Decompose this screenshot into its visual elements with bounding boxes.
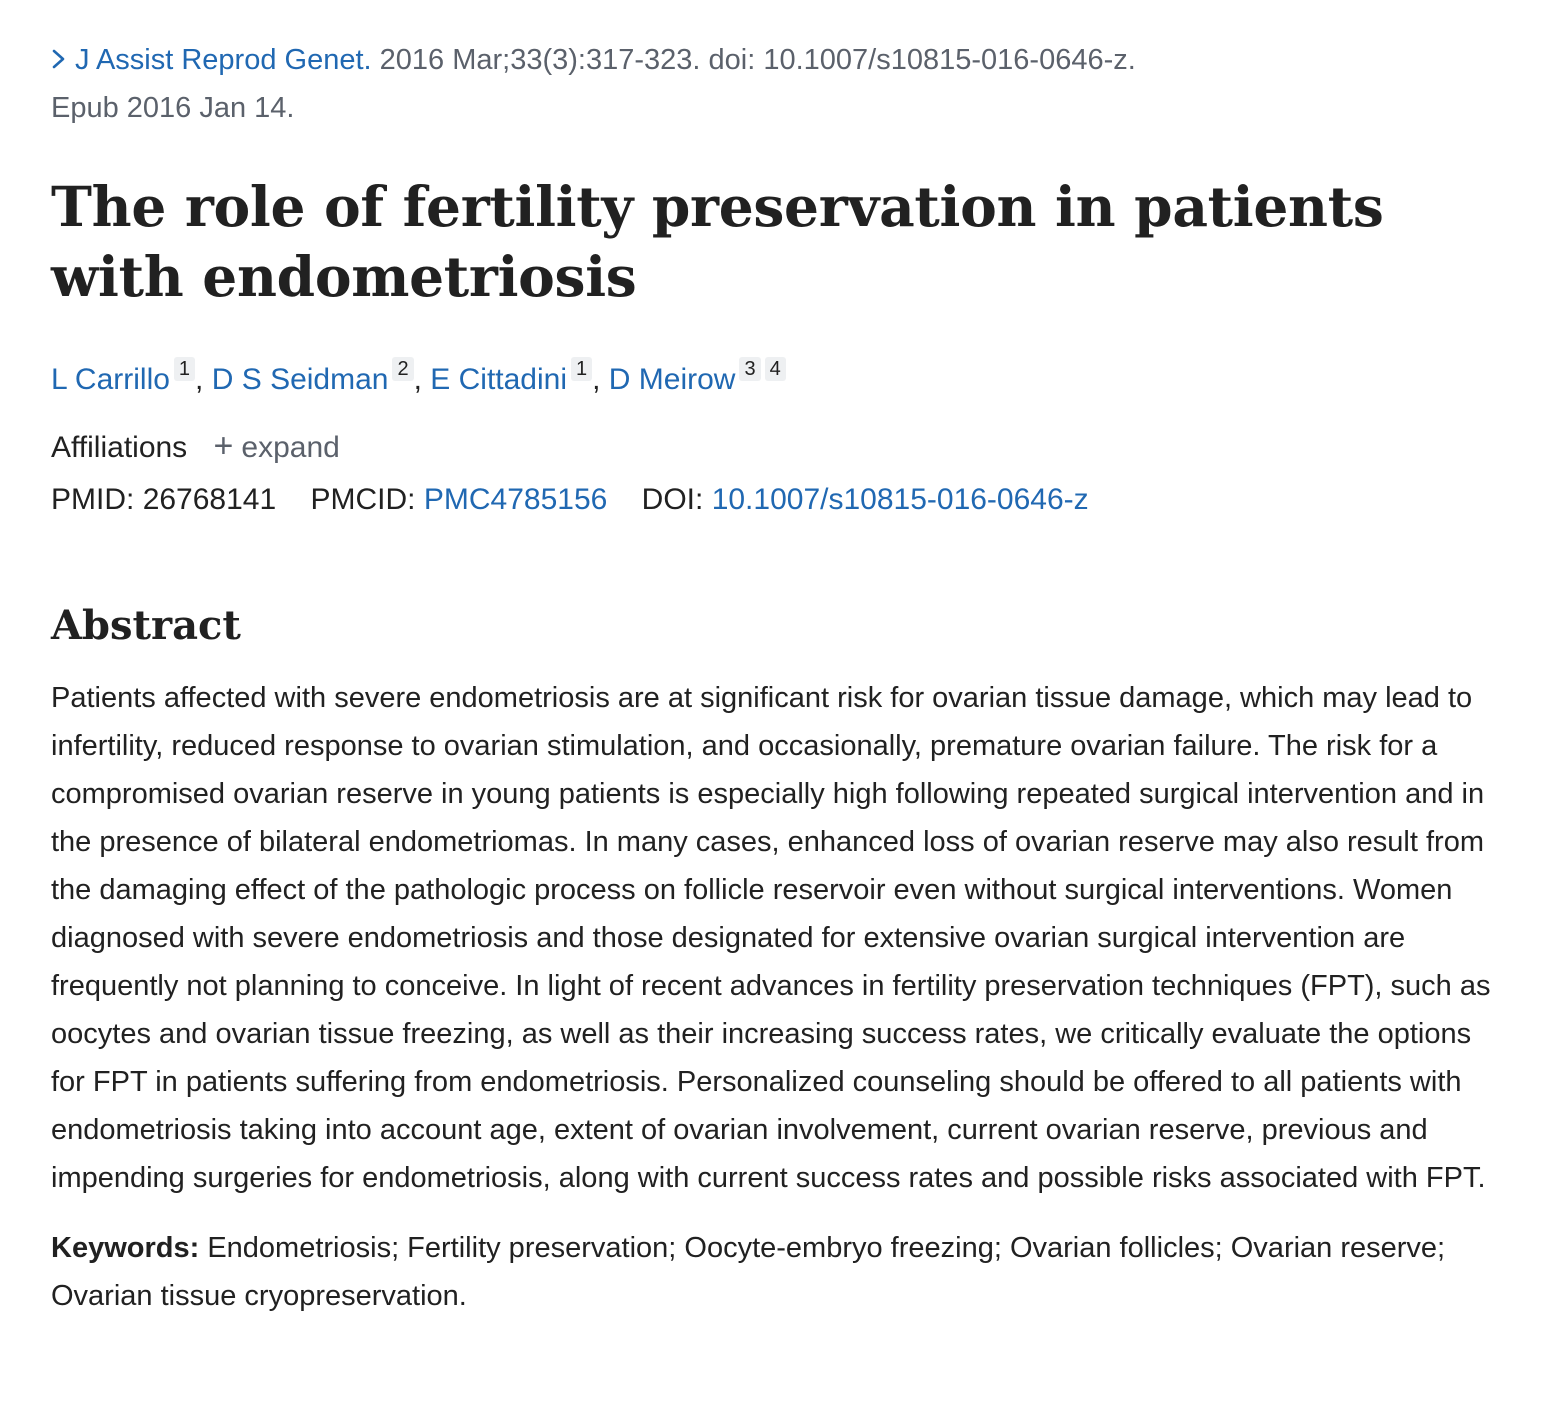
expand-label: expand <box>241 431 340 464</box>
doi <box>642 483 1089 516</box>
doi-label: DOI: <box>641 483 704 516</box>
page-title: The role of fertility preservation in patients with endometriosis <box>51 174 1384 309</box>
plus-icon: + <box>213 427 234 465</box>
chevron-right-icon[interactable] <box>51 36 67 84</box>
abstract-heading: Abstract <box>51 602 241 649</box>
affiliations-label: Affiliations <box>51 431 188 464</box>
pmcid-label: PMCID: <box>310 483 416 516</box>
affiliation-ref[interactable]: 3 <box>739 357 760 381</box>
pmid <box>51 483 276 516</box>
affiliation-ref[interactable]: 2 <box>392 357 413 381</box>
keywords <box>51 1224 1501 1320</box>
identifiers-row <box>51 478 1514 522</box>
citation-epub: Epub 2016 Jan 14. <box>51 92 295 124</box>
author-link[interactable]: L Carrillo <box>51 363 170 396</box>
citation <box>51 36 1514 132</box>
citation-details: 2016 Mar;33(3):317-323. doi: 10.1007/s10815-016-0646-z. <box>379 44 1136 76</box>
affiliations-row <box>51 424 1514 470</box>
author-list: L Carrillo 1 , D S Seidman 2 , E Cittadini 1 , D Meirow 3 4 <box>51 356 1514 404</box>
keywords-label: Keywords: <box>51 1232 200 1264</box>
abstract-text: Patients affected with severe endometriosis are at significant risk for ovarian tissue damage, which may lead to infertility, reduced response to ovarian stimulation, and occasionally, premature ovarian failure. The risk for a compromised ovarian reserve in young patients is especially high following repeated surgical intervention and in the presence of bilateral endometriomas. In many cases, enhanced loss of ovarian reserve may also result from the damaging effect of the pathologic process on follicle reservoir even without surgical interventions. Women diagnosed with severe endometriosis and those designated for extensive ovarian surgical intervention are frequently not planning to conceive. In light of recent advances in fertility preservation techniques (FPT), such as oocytes and ovarian tissue freezing, as well as their increasing success rates, we critically evaluate the options for FPT in patients suffering from endometriosis. Personalized counseling should be offered to all patients with endometriosis taking into account age, extent of ovarian involvement, current ovarian reserve, previous and impending surgeries for endometriosis, along with current success rates and possible risks associated with FPT. <box>51 682 1491 1194</box>
journal-link[interactable]: J Assist Reprod Genet. <box>75 44 372 76</box>
pmcid <box>311 483 608 516</box>
pmid-label: PMID: <box>51 483 135 516</box>
affiliation-ref[interactable]: 4 <box>765 357 786 381</box>
author-link[interactable]: D S Seidman <box>211 363 389 396</box>
author-link[interactable]: E Cittadini <box>430 363 567 396</box>
affiliation-ref[interactable]: 1 <box>174 357 195 381</box>
pmcid-link[interactable]: PMC4785156 <box>423 483 608 516</box>
keywords-text: Endometriosis; Fertility preservation; Oocyte-embryo freezing; Ovarian follicles; Ovarian reserve; Ovarian tissue cryopreservation. <box>51 1232 1446 1312</box>
affiliations-expand-button[interactable] <box>213 427 340 465</box>
affiliation-ref[interactable]: 1 <box>571 357 592 381</box>
pmid-value: 26768141 <box>142 483 277 516</box>
author-link[interactable]: D Meirow <box>608 363 736 396</box>
doi-link[interactable]: 10.1007/s10815-016-0646-z <box>711 483 1089 516</box>
